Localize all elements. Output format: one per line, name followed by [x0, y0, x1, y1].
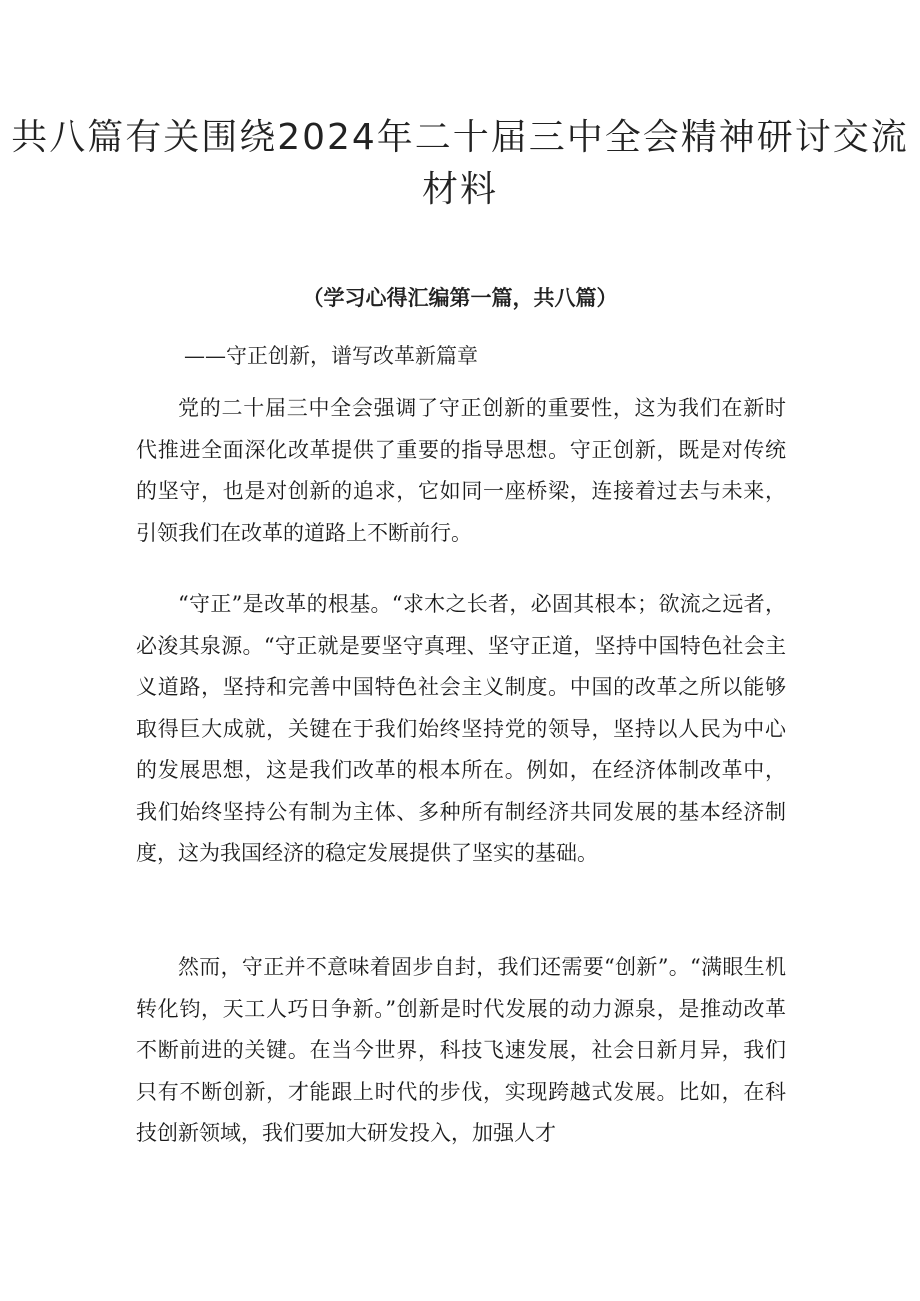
- document-title: 共八篇有关围绕2024年二十届三中全会精神研讨交流材料: [11, 117, 909, 210]
- document-tagline: ——守正创新，谱写改革新篇章: [184, 344, 478, 368]
- body-paragraph: “守正”是改革的根基。“求木之长者，必固其根本；欲流之远者，必浚其泉源。“守正就是要坚守真理、坚守正道，坚持中国特色社会主义道路，坚持和完善中国特色社会主义制度。中国的改革之所以能够取得巨大成就，关键在于我们始终坚持党的领导，坚持以人民为中心的发展思想，这是我们改革的根本所在。例如，在经济体制改革中，我们始终坚持公有制为主体、多种所有制经济共同发展的基本经济制度，这为我国经济的稳定发展提供了坚实的基础。: [136, 592, 786, 865]
- document-subtitle: （学习心得汇编第一篇，共八篇）: [302, 286, 618, 310]
- body-paragraph: 然而，守正并不意味着固步自封，我们还需要“创新”。“满眼生机转化钧，天工人巧日争新。”创新是时代发展的动力源泉，是推动改革不断前进的关键。在当今世界，科技飞速发展，社会日新月异，我们只有不断创新，才能跟上时代的步伐，实现跨越式发展。比如，在科技创新领域，我们要加大研发投入，加强人才: [136, 955, 786, 1145]
- body-paragraph: 党的二十届三中全会强调了守正创新的重要性，这为我们在新时代推进全面深化改革提供了重要的指导思想。守正创新，既是对传统的坚守，也是对创新的追求，它如同一座桥梁，连接着过去与未来，引领我们在改革的道路上不断前行。: [136, 396, 786, 545]
